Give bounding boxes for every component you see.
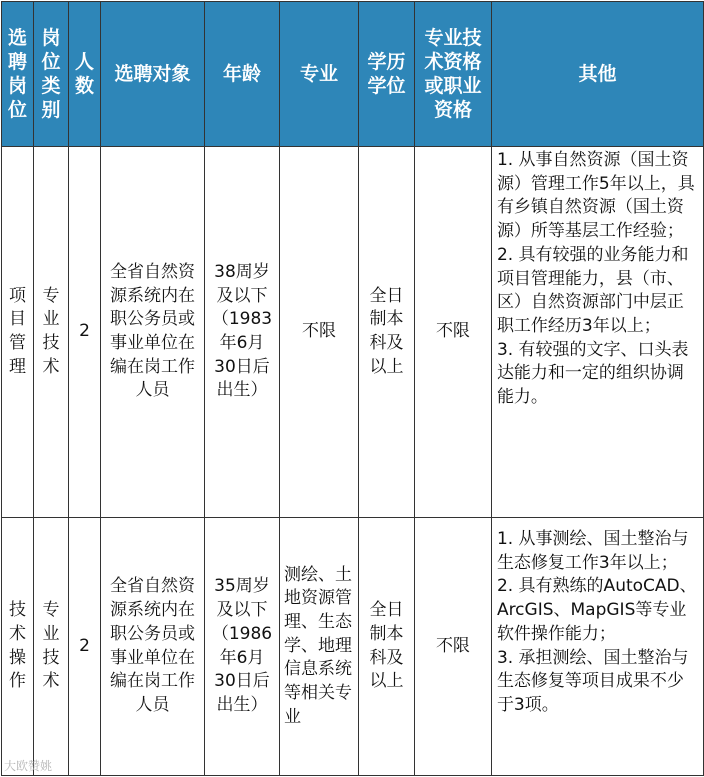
header-row: [2, 2, 704, 147]
cell-age: 38周岁及以下（1983年6月30日后出生）: [205, 147, 280, 518]
requirement-item: 2. 具有熟练的AutoCAD、ArcGIS、MapGIS等专业软件操作能力；: [496, 576, 697, 644]
requirement-item: 3. 有较强的文字、口头表达能力和一定的组织协调能力。: [496, 339, 689, 408]
header-education: 学历学位: [358, 2, 414, 147]
table-row: [2, 518, 704, 776]
cell-qualification: 不限: [414, 147, 491, 518]
cell-count: 2: [69, 518, 101, 776]
header-count: 人数: [69, 2, 101, 147]
cell-education: 全日制本科及以上: [358, 147, 414, 518]
requirement-item: 1. 从事自然资源（国土资源）管理工作5年以上，具有乡镇自然资源（国土资源）所等基层工作经验；: [496, 150, 695, 242]
watermark: 大欧赞姚: [4, 759, 53, 773]
header-major: 专业: [279, 2, 358, 147]
header-qualification: 专业技术资格或职业资格: [414, 2, 491, 147]
header-age: 年龄: [205, 2, 280, 147]
cell-category: 专业技术: [34, 147, 69, 518]
requirement-item: 1. 从事测绘、国土整治与生态修复工作3年以上；: [496, 529, 689, 573]
cell-category: 专业技术: [34, 518, 69, 776]
cell-target: 全省自然资源系统内在职公务员或事业单位在编在岗工作人员: [101, 518, 205, 776]
cell-education: 全日制本科及以上: [358, 518, 414, 776]
requirement-item: 3. 承担测绘、国土整治与生态修复等项目成果不少于3项。: [496, 647, 689, 715]
header-other: 其他: [491, 2, 703, 147]
header-post: 选聘岗位: [2, 2, 34, 147]
cell-target: 全省自然资源系统内在职公务员或事业单位在编在岗工作人员: [101, 147, 205, 518]
cell-post: 技术操作: [2, 518, 34, 776]
cell-count: 2: [69, 147, 101, 518]
cell-major: 不限: [279, 147, 358, 518]
recruitment-table: [1, 1, 704, 776]
header-target: 选聘对象: [101, 2, 205, 147]
cell-post: 项目管理: [2, 147, 34, 518]
cell-other: [491, 518, 703, 776]
cell-major: 测绘、土地资源管理、生态学、地理信息系统等相关专业: [279, 518, 358, 776]
table-row: [2, 147, 704, 518]
cell-age: 35周岁及以下（1986年6月30日后出生）: [205, 518, 280, 776]
cell-qualification: 不限: [414, 518, 491, 776]
cell-other: [491, 147, 703, 518]
requirement-item: 2. 具有较强的业务能力和项目管理能力，县（市、区）自然资源部门中层正职工作经历3年以上；: [496, 244, 689, 336]
header-category: 岗位类别: [34, 2, 69, 147]
